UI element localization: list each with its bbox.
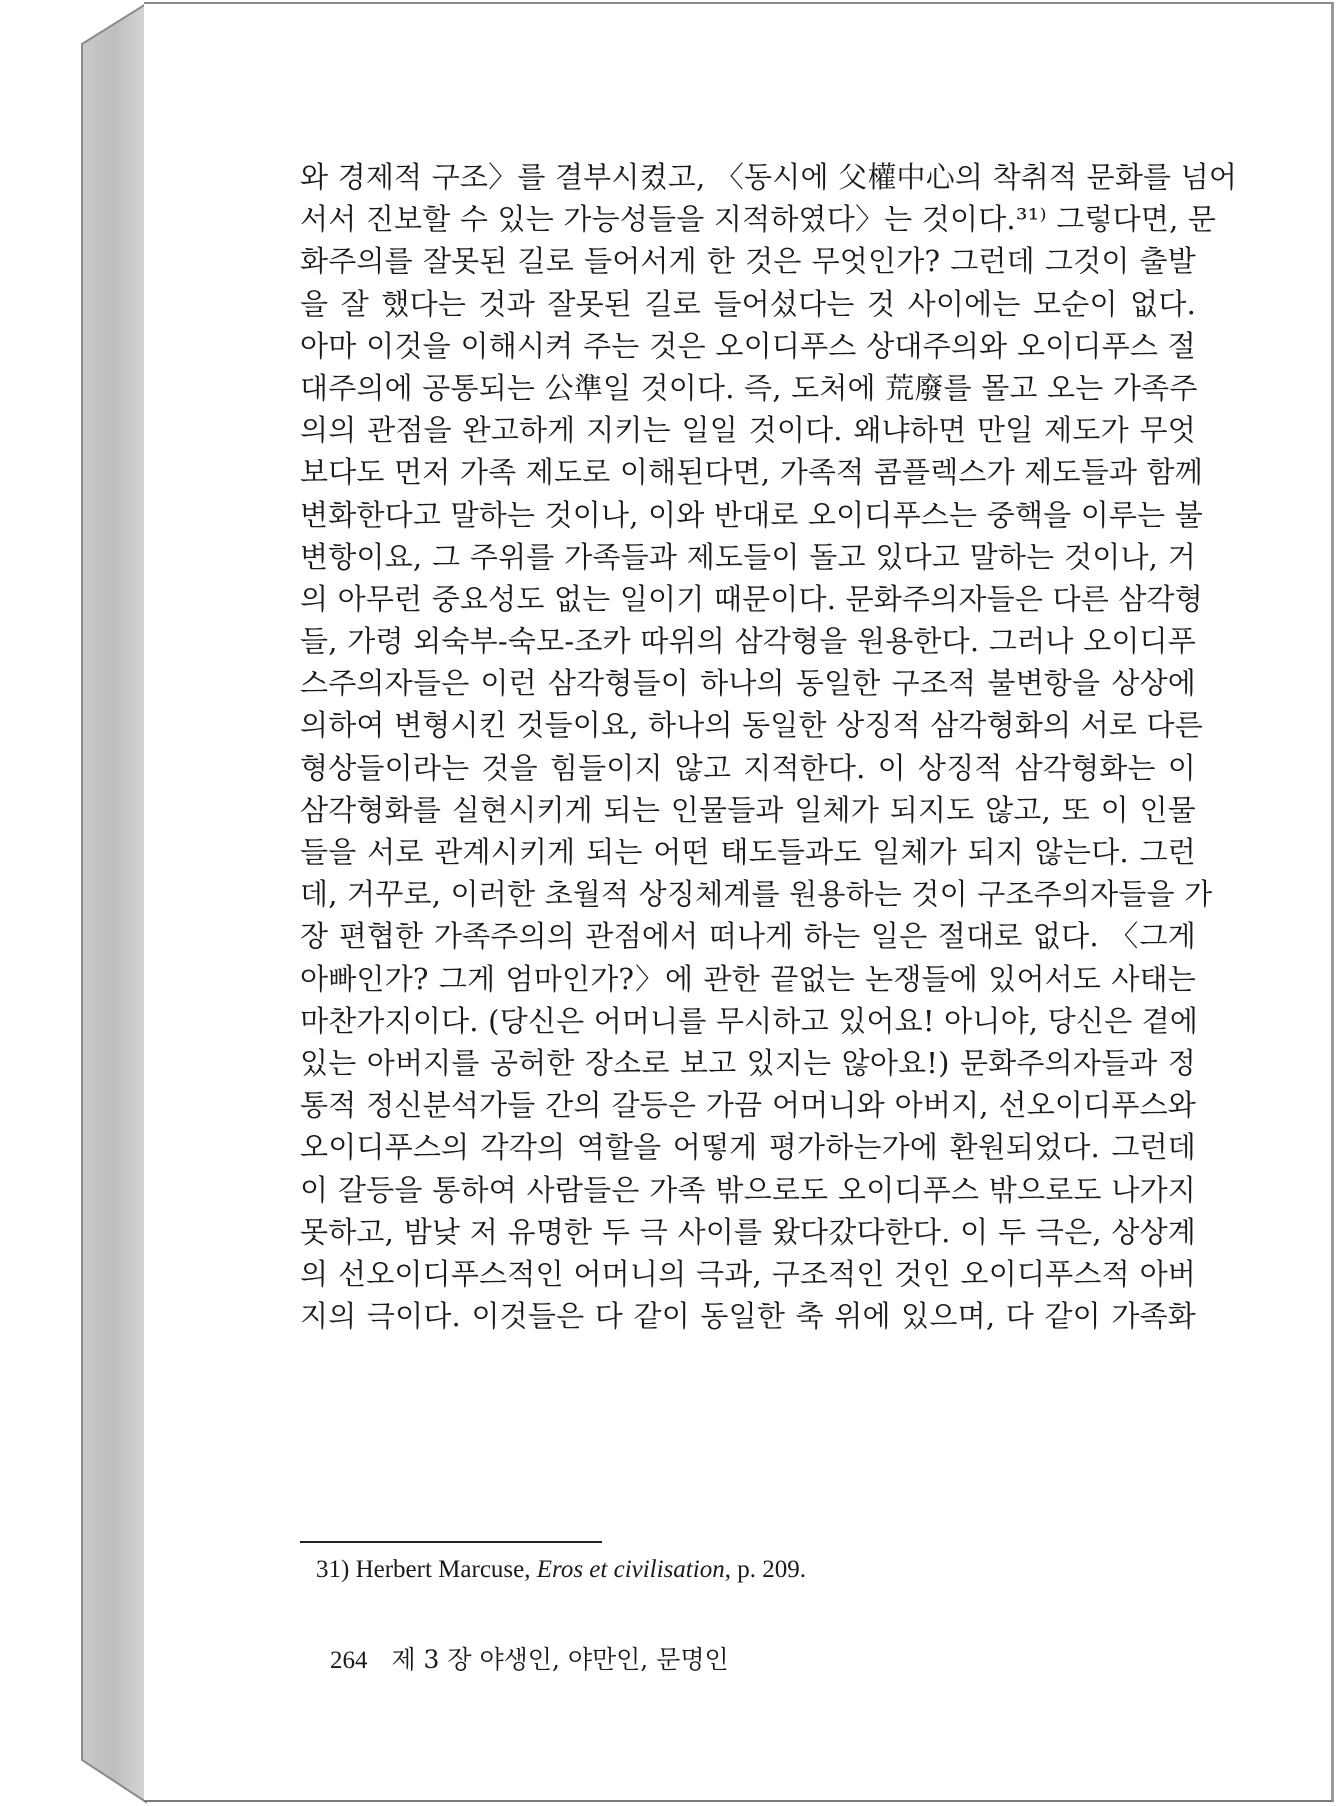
text-line: 대주의에 공통되는 公準일 것이다. 즉, 도처에 荒廢를 몰고 오는 가족주: [300, 370, 1198, 405]
text-line: 와 경제적 구조〉를 결부시켰고, 〈동시에 父權中心의 착취적 문화를 넘어: [300, 160, 1238, 194]
text-line: 있는 아버지를 공허한 장소로 보고 있지는 않아요!) 문화주의자들과 정: [300, 1045, 1196, 1080]
text-line: 변화한다고 말하는 것이나, 이와 반대로 오이디푸스는 중핵을 이루는 불: [300, 497, 1203, 532]
footnote-rest: , p. 209.: [724, 1556, 806, 1583]
chapter-title: 제 3 장 야생인, 야만인, 문명인: [391, 1645, 729, 1674]
text-line: 들, 가령 외숙부-숙모-조카 따위의 삼각형을 원용한다. 그러나 오이디푸: [300, 624, 1196, 659]
page-number: 264: [330, 1647, 368, 1674]
footnote-marker: 31): [316, 1556, 350, 1583]
text-line: 장 편협한 가족주의의 관점에서 떠나게 하는 일은 절대로 없다. 〈그게: [300, 919, 1196, 954]
text-line: 들을 서로 관계시키게 되는 어떤 태도들과도 일체가 되지 않는다. 그런: [300, 835, 1196, 869]
text-line: 아빠인가? 그게 엄마인가?〉에 관한 끝없는 논쟁들에 있어서도 사태는: [300, 961, 1196, 996]
footnote-author: Herbert Marcuse,: [355, 1556, 531, 1583]
text-line: 아마 이것을 이해시켜 주는 것은 오이디푸스 상대주의와 오이디푸스 절: [300, 328, 1196, 363]
text-line: 의하여 변형시킨 것들이요, 하나의 동일한 상징적 삼각형화의 서로 다른: [300, 708, 1203, 743]
text-line: 지의 극이다. 이것들은 다 같이 동일한 축 위에 있으며, 다 같이 가족화: [300, 1299, 1196, 1334]
text-line: 삼각형화를 실현시키게 되는 인물들과 일체가 되지도 않고, 또 이 인물: [300, 792, 1196, 827]
footnote-rule: [300, 1541, 602, 1543]
footnote-title: Eros et civilisation: [536, 1556, 725, 1583]
text-line: 의의 관점을 완고하게 지키는 일일 것이다. 왜냐하면 만일 제도가 무엇: [300, 413, 1196, 448]
text-line: 데, 거꾸로, 이러한 초월적 상징체계를 원용하는 것이 구조주의자들을 가: [300, 877, 1213, 912]
text-line: 화주의를 잘못된 길로 들어서게 한 것은 무엇인가? 그런데 그것이 출발: [300, 244, 1196, 279]
text-line: 을 잘 했다는 것과 잘못된 길로 들어섰다는 것 사이에는 모순이 없다.: [300, 286, 1196, 321]
text-line: 의 아무런 중요성도 없는 일이기 때문이다. 문화주의자들은 다른 삼각형: [300, 581, 1203, 616]
body-text: [300, 156, 1238, 1337]
text-line: 형상들이라는 것을 힘들이지 않고 지적한다. 이 상징적 삼각형화는 이: [300, 750, 1196, 785]
footnote: [316, 1556, 806, 1584]
text-line: 이 갈등을 통하여 사람들은 가족 밖으로도 오이디푸스 밖으로도 나가지: [300, 1172, 1196, 1207]
text-line: 스주의자들은 이런 삼각형들이 하나의 동일한 구조적 불변항을 상상에: [300, 666, 1196, 701]
text-line: 의 선오이디푸스적인 어머니의 극과, 구조적인 것인 오이디푸스적 아버: [300, 1256, 1196, 1291]
text-line: 못하고, 밤낮 저 유명한 두 극 사이를 왔다갔다한다. 이 두 극은, 상상계: [300, 1214, 1196, 1249]
text-line: 통적 정신분석가들 간의 갈등은 가끔 어머니와 아버지, 선오이디푸스와: [300, 1088, 1196, 1123]
text-line: 보다도 먼저 가족 제도로 이해된다면, 가족적 콤플렉스가 제도들과 함께: [300, 455, 1203, 490]
text-line: 오이디푸스의 각각의 역할을 어떻게 평가하는가에 환원되었다. 그런데: [300, 1130, 1196, 1165]
text-line: 변항이요, 그 주위를 가족들과 제도들이 돌고 있다고 말하는 것이나, 거: [300, 539, 1196, 574]
text-line: 마찬가지이다. (당신은 어머니를 무시하고 있어요! 아니야, 당신은 곁에: [300, 1003, 1199, 1038]
running-footer: [330, 1640, 729, 1676]
text-line: 서서 진보할 수 있는 가능성들을 지적하였다〉는 것이다.³¹⁾ 그렇다면, 문: [300, 202, 1217, 237]
